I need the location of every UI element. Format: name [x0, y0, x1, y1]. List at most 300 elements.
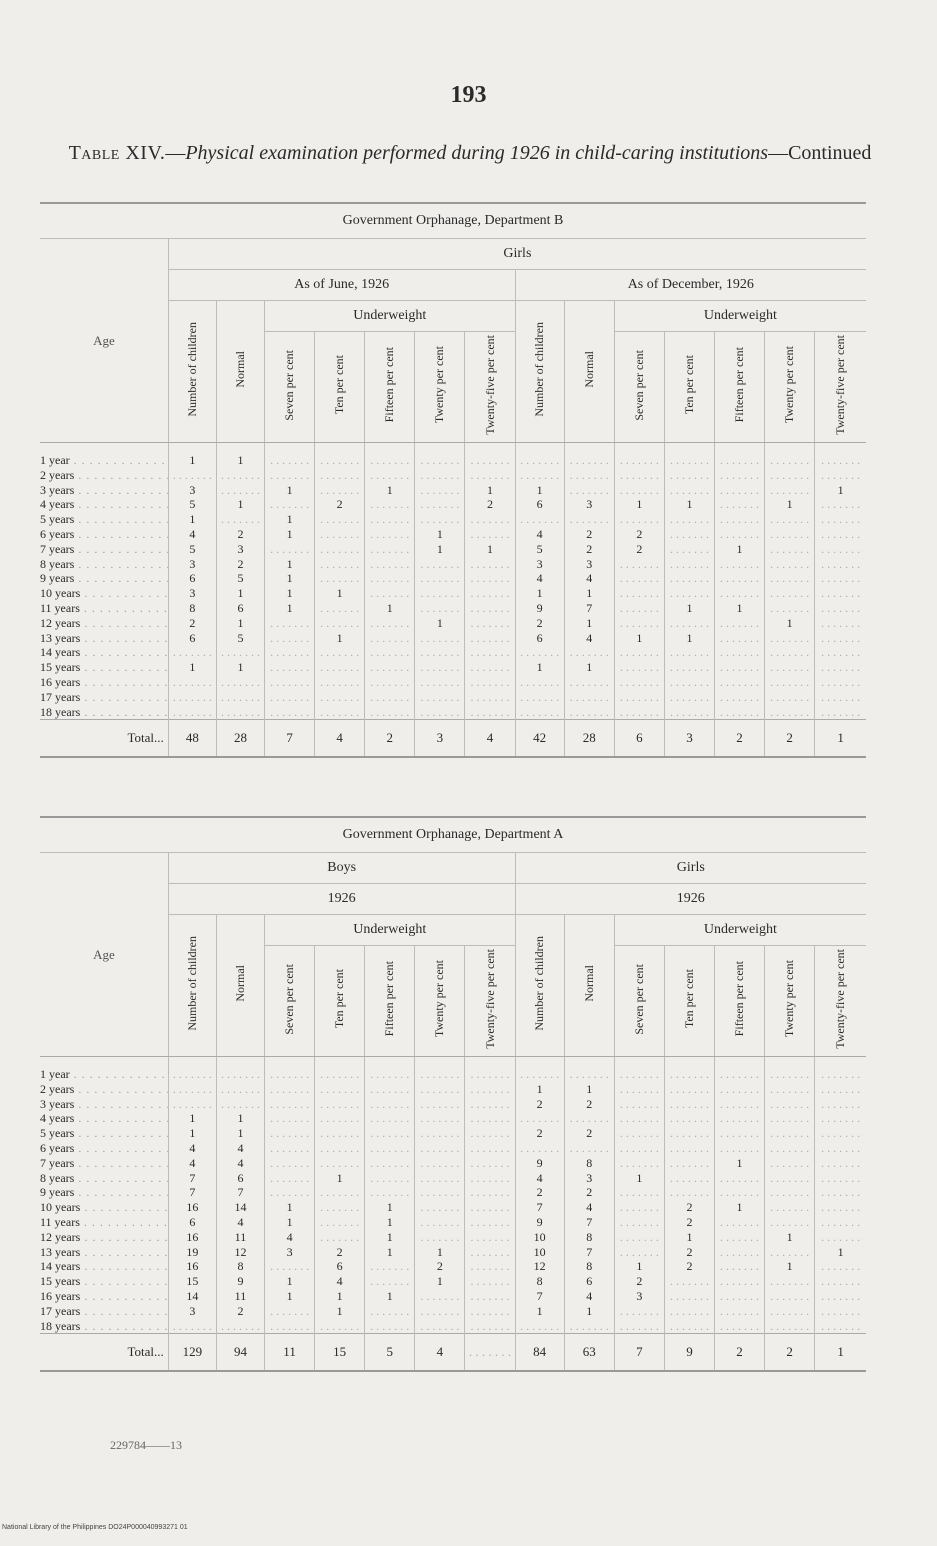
data-cell: [564, 1141, 614, 1156]
data-cell: [715, 675, 765, 690]
data-cell: [664, 1185, 714, 1200]
data-cell: [315, 1111, 365, 1126]
col-seven: Seven per cent: [631, 349, 646, 421]
data-cell: [614, 1230, 664, 1245]
data-cell: 4: [168, 527, 216, 542]
data-cell: [365, 527, 415, 542]
data-cell: 1: [815, 1245, 866, 1260]
data-cell: 1: [365, 1200, 415, 1215]
data-cell: [664, 1156, 714, 1171]
data-cell: 1: [216, 660, 264, 675]
data-cell: [765, 1185, 815, 1200]
data-cell: [765, 1067, 815, 1082]
data-cell: 16: [168, 1259, 216, 1274]
age-label: 12 years . . .: [40, 1230, 168, 1245]
table-dept-b: [40, 202, 866, 758]
data-cell: [216, 483, 264, 498]
data-cell: [265, 705, 315, 720]
data-cell: 5: [216, 571, 264, 586]
table-row: [40, 1067, 866, 1082]
data-cell: [664, 453, 714, 468]
data-cell: [664, 1126, 714, 1141]
age-label: 16 years . . .: [40, 1289, 168, 1304]
table-row: [40, 675, 866, 690]
data-cell: [765, 645, 815, 660]
age-label: 7 years . . .: [40, 1156, 168, 1171]
data-cell: [465, 571, 515, 586]
data-cell: [614, 1082, 664, 1097]
data-cell: 3: [168, 483, 216, 498]
data-cell: [365, 1259, 415, 1274]
data-cell: [765, 601, 815, 616]
data-cell: [614, 1185, 664, 1200]
table-body: [40, 1067, 866, 1334]
data-cell: 1: [564, 586, 614, 601]
data-cell: [614, 1156, 664, 1171]
data-cell: [815, 1274, 866, 1289]
data-cell: 3: [168, 1304, 216, 1319]
data-cell: [315, 1185, 365, 1200]
data-cell: [365, 1067, 415, 1082]
data-cell: 1: [265, 1200, 315, 1215]
col-number-children: Number of children: [184, 936, 199, 1031]
data-cell: [315, 601, 365, 616]
data-cell: [315, 512, 365, 527]
data-cell: [715, 1082, 765, 1097]
data-cell: [765, 542, 815, 557]
col-number-children: Number of children: [532, 322, 547, 417]
data-cell: [365, 453, 415, 468]
total-cell: 4: [315, 720, 365, 758]
table-row: [40, 690, 866, 705]
col-twenty: Twenty per cent: [432, 960, 447, 1038]
total-cell: 6: [614, 720, 664, 758]
data-cell: [815, 1171, 866, 1186]
age-label: 14 years . . .: [40, 645, 168, 660]
data-cell: [168, 1097, 216, 1112]
data-cell: [365, 1111, 415, 1126]
data-cell: [168, 468, 216, 483]
total-cell: 129: [168, 1334, 216, 1372]
data-cell: 3: [564, 557, 614, 572]
age-label: 4 years . . .: [40, 497, 168, 512]
age-label: 5 years . . .: [40, 512, 168, 527]
data-cell: [465, 1319, 515, 1334]
data-cell: 4: [168, 1156, 216, 1171]
data-cell: [765, 705, 815, 720]
age-header: Age: [40, 853, 168, 1057]
data-cell: 2: [515, 616, 564, 631]
col-twentyfive: Twenty-five per cent: [482, 949, 497, 1049]
data-cell: 2: [168, 616, 216, 631]
data-cell: [415, 1171, 465, 1186]
data-cell: [315, 1156, 365, 1171]
data-cell: 8: [564, 1230, 614, 1245]
data-cell: 1: [765, 1230, 815, 1245]
data-cell: [265, 1111, 315, 1126]
data-cell: [564, 645, 614, 660]
data-cell: 1: [265, 512, 315, 527]
col-twentyfive: Twenty-five per cent: [482, 335, 497, 435]
age-label: 9 years . . .: [40, 571, 168, 586]
data-cell: [614, 1319, 664, 1334]
data-cell: [664, 1097, 714, 1112]
data-cell: [614, 453, 664, 468]
data-cell: [168, 1067, 216, 1082]
totals-row: [40, 1334, 866, 1372]
data-cell: [815, 660, 866, 675]
data-cell: [614, 1304, 664, 1319]
data-cell: [415, 1141, 465, 1156]
col-twentyfive: Twenty-five per cent: [833, 335, 848, 435]
col-seven: Seven per cent: [631, 963, 646, 1035]
data-cell: 1: [315, 1171, 365, 1186]
table-row: [40, 660, 866, 675]
data-cell: [265, 1141, 315, 1156]
data-cell: 1: [265, 1215, 315, 1230]
data-cell: [216, 690, 264, 705]
age-label: 3 years . . .: [40, 1097, 168, 1112]
col-fifteen: Fifteen per cent: [382, 961, 397, 1037]
data-cell: [415, 1185, 465, 1200]
total-label: Total...: [40, 720, 168, 758]
data-cell: 1: [168, 660, 216, 675]
data-cell: [265, 1082, 315, 1097]
data-cell: [465, 1200, 515, 1215]
data-cell: [415, 645, 465, 660]
data-cell: 8: [515, 1274, 564, 1289]
total-cell: 3: [415, 720, 465, 758]
age-label: 15 years . . .: [40, 1274, 168, 1289]
data-cell: 7: [168, 1171, 216, 1186]
data-cell: [815, 1319, 866, 1334]
data-cell: [465, 675, 515, 690]
data-cell: [465, 601, 515, 616]
data-cell: 1: [365, 1215, 415, 1230]
col-fifteen: Fifteen per cent: [732, 347, 747, 423]
data-cell: [415, 1156, 465, 1171]
data-cell: [315, 1230, 365, 1245]
data-cell: [415, 512, 465, 527]
data-cell: [315, 1141, 365, 1156]
age-label: 16 years . . .: [40, 675, 168, 690]
table-row: [40, 1141, 866, 1156]
data-cell: [415, 1082, 465, 1097]
data-cell: [265, 1259, 315, 1274]
data-cell: [664, 512, 714, 527]
data-cell: [765, 1126, 815, 1141]
data-cell: [315, 542, 365, 557]
sex-girls: Girls: [515, 853, 866, 884]
data-cell: [614, 1126, 664, 1141]
data-cell: 14: [168, 1289, 216, 1304]
data-cell: 11: [216, 1230, 264, 1245]
data-cell: [564, 468, 614, 483]
data-cell: 1: [265, 483, 315, 498]
sex-label: Girls: [168, 239, 866, 270]
data-cell: [415, 1319, 465, 1334]
table-row: [40, 468, 866, 483]
data-cell: [815, 601, 866, 616]
data-cell: 1: [265, 601, 315, 616]
data-cell: 7: [515, 1289, 564, 1304]
total-cell: 2: [765, 720, 815, 758]
data-cell: [415, 1200, 465, 1215]
data-cell: [664, 1319, 714, 1334]
data-cell: [365, 1082, 415, 1097]
col-normal: Normal: [232, 351, 247, 388]
data-cell: [315, 1082, 365, 1097]
data-cell: [815, 571, 866, 586]
data-cell: [614, 468, 664, 483]
total-cell: 94: [216, 1334, 264, 1372]
data-cell: [465, 616, 515, 631]
period-girls: 1926: [515, 884, 866, 915]
data-cell: [315, 660, 365, 675]
data-cell: [465, 1230, 515, 1245]
total-cell: 1: [815, 720, 866, 758]
data-cell: [715, 1245, 765, 1260]
data-cell: [415, 1097, 465, 1112]
data-cell: [614, 645, 664, 660]
data-cell: 1: [168, 512, 216, 527]
total-cell: 9: [664, 1334, 714, 1372]
data-cell: [664, 542, 714, 557]
data-cell: 2: [664, 1215, 714, 1230]
data-cell: [614, 1141, 664, 1156]
data-cell: 2: [216, 557, 264, 572]
data-cell: 2: [664, 1245, 714, 1260]
data-cell: [564, 483, 614, 498]
data-cell: [664, 616, 714, 631]
data-cell: 1: [614, 497, 664, 512]
table-row: [40, 1215, 866, 1230]
data-cell: [365, 705, 415, 720]
data-cell: 1: [168, 453, 216, 468]
age-label: 2 years . . .: [40, 1082, 168, 1097]
age-label: 9 years . . .: [40, 1185, 168, 1200]
age-label: 15 years . . .: [40, 660, 168, 675]
data-cell: [415, 690, 465, 705]
data-cell: [765, 453, 815, 468]
data-cell: 1: [715, 1156, 765, 1171]
data-cell: 1: [515, 483, 564, 498]
data-cell: [664, 660, 714, 675]
data-cell: 2: [614, 1274, 664, 1289]
table-row: [40, 1274, 866, 1289]
data-cell: [664, 571, 714, 586]
data-cell: [664, 705, 714, 720]
data-cell: [765, 483, 815, 498]
data-cell: [614, 1111, 664, 1126]
data-cell: [715, 571, 765, 586]
data-cell: 1: [415, 527, 465, 542]
data-cell: 4: [216, 1156, 264, 1171]
col-seven: Seven per cent: [282, 963, 297, 1035]
data-cell: 4: [564, 571, 614, 586]
data-cell: [415, 557, 465, 572]
printer-mark: 229784——13: [110, 1438, 182, 1452]
data-cell: [465, 1097, 515, 1112]
data-cell: [216, 468, 264, 483]
data-cell: [614, 557, 664, 572]
data-cell: 1: [216, 453, 264, 468]
data-cell: 6: [315, 1259, 365, 1274]
data-cell: [664, 1141, 714, 1156]
data-cell: 1: [265, 1289, 315, 1304]
data-cell: [365, 497, 415, 512]
data-cell: [715, 468, 765, 483]
data-cell: [815, 705, 866, 720]
col-twentyfive: Twenty-five per cent: [833, 949, 848, 1049]
col-seven: Seven per cent: [282, 349, 297, 421]
data-cell: 1: [216, 497, 264, 512]
data-cell: [216, 645, 264, 660]
data-cell: [664, 483, 714, 498]
data-cell: [465, 512, 515, 527]
data-cell: 2: [614, 527, 664, 542]
underweight-header: Underweight: [265, 301, 516, 332]
data-cell: 10: [515, 1230, 564, 1245]
table-row: [40, 601, 866, 616]
data-cell: [765, 1171, 815, 1186]
data-cell: [415, 586, 465, 601]
data-cell: [715, 1289, 765, 1304]
data-cell: [168, 1319, 216, 1334]
data-cell: [664, 557, 714, 572]
data-cell: [614, 705, 664, 720]
data-cell: [715, 557, 765, 572]
data-cell: 15: [168, 1274, 216, 1289]
data-cell: 9: [515, 1215, 564, 1230]
col-normal: Normal: [581, 965, 596, 1002]
data-cell: [815, 645, 866, 660]
data-cell: [765, 527, 815, 542]
data-cell: 3: [564, 497, 614, 512]
data-cell: 1: [315, 631, 365, 646]
data-cell: 1: [664, 497, 714, 512]
data-cell: [715, 660, 765, 675]
data-cell: [815, 631, 866, 646]
data-cell: 1: [715, 601, 765, 616]
data-cell: [265, 1171, 315, 1186]
data-cell: [315, 1215, 365, 1230]
data-cell: [664, 1274, 714, 1289]
data-cell: [815, 586, 866, 601]
data-cell: [265, 631, 315, 646]
data-cell: 1: [365, 1289, 415, 1304]
data-cell: 3: [168, 586, 216, 601]
table-row: [40, 512, 866, 527]
data-cell: 1: [515, 1304, 564, 1319]
data-cell: 6: [216, 1171, 264, 1186]
total-cell: 48: [168, 720, 216, 758]
data-cell: [265, 497, 315, 512]
data-cell: [216, 1319, 264, 1334]
data-cell: [815, 557, 866, 572]
page-number: 193: [450, 82, 487, 108]
data-cell: 1: [315, 1289, 365, 1304]
data-cell: [765, 1215, 815, 1230]
data-cell: 7: [564, 1215, 614, 1230]
data-cell: [815, 1082, 866, 1097]
data-cell: [715, 1141, 765, 1156]
data-cell: [365, 1274, 415, 1289]
data-cell: 4: [564, 631, 614, 646]
data-cell: 1: [168, 1111, 216, 1126]
data-cell: [564, 690, 614, 705]
col-twenty: Twenty per cent: [782, 960, 797, 1038]
data-cell: [265, 1319, 315, 1334]
data-cell: [815, 1097, 866, 1112]
data-cell: [168, 705, 216, 720]
data-cell: [765, 1082, 815, 1097]
data-cell: [564, 453, 614, 468]
data-cell: [365, 616, 415, 631]
data-cell: [315, 1319, 365, 1334]
data-cell: [415, 660, 465, 675]
data-cell: 1: [216, 1126, 264, 1141]
data-cell: 2: [564, 1126, 614, 1141]
total-cell: 4: [415, 1334, 465, 1372]
data-cell: 2: [564, 1097, 614, 1112]
data-cell: [664, 1111, 714, 1126]
total-cell: 2: [715, 1334, 765, 1372]
age-label: 2 years . . .: [40, 468, 168, 483]
col-number-children: Number of children: [532, 936, 547, 1031]
data-cell: [415, 631, 465, 646]
data-cell: 1: [614, 1259, 664, 1274]
data-cell: [815, 690, 866, 705]
data-cell: [315, 453, 365, 468]
total-cell: 28: [564, 720, 614, 758]
data-cell: [168, 645, 216, 660]
institution-label: Government Orphanage, Department B: [40, 203, 866, 239]
data-cell: 2: [564, 527, 614, 542]
data-cell: [465, 1274, 515, 1289]
data-cell: 1: [216, 1111, 264, 1126]
data-cell: [465, 1082, 515, 1097]
table-row: [40, 1245, 866, 1260]
data-cell: [664, 468, 714, 483]
data-cell: 4: [564, 1200, 614, 1215]
data-cell: [715, 690, 765, 705]
data-cell: [765, 557, 815, 572]
data-cell: 1: [614, 631, 664, 646]
table-row: [40, 645, 866, 660]
data-cell: [815, 675, 866, 690]
total-cell: [465, 1334, 515, 1372]
data-cell: [168, 690, 216, 705]
data-cell: [415, 1289, 465, 1304]
data-cell: [315, 527, 365, 542]
total-cell: 84: [515, 1334, 564, 1372]
data-cell: [365, 571, 415, 586]
data-cell: [515, 1141, 564, 1156]
data-cell: [315, 1200, 365, 1215]
table-row: [40, 705, 866, 720]
period-boys: 1926: [168, 884, 515, 915]
data-cell: 3: [168, 557, 216, 572]
col-twenty: Twenty per cent: [432, 346, 447, 424]
data-cell: [465, 527, 515, 542]
age-label: 10 years . . .: [40, 586, 168, 601]
data-cell: [564, 1111, 614, 1126]
data-cell: [365, 1319, 415, 1334]
data-cell: [265, 660, 315, 675]
data-cell: [515, 512, 564, 527]
data-cell: [715, 705, 765, 720]
